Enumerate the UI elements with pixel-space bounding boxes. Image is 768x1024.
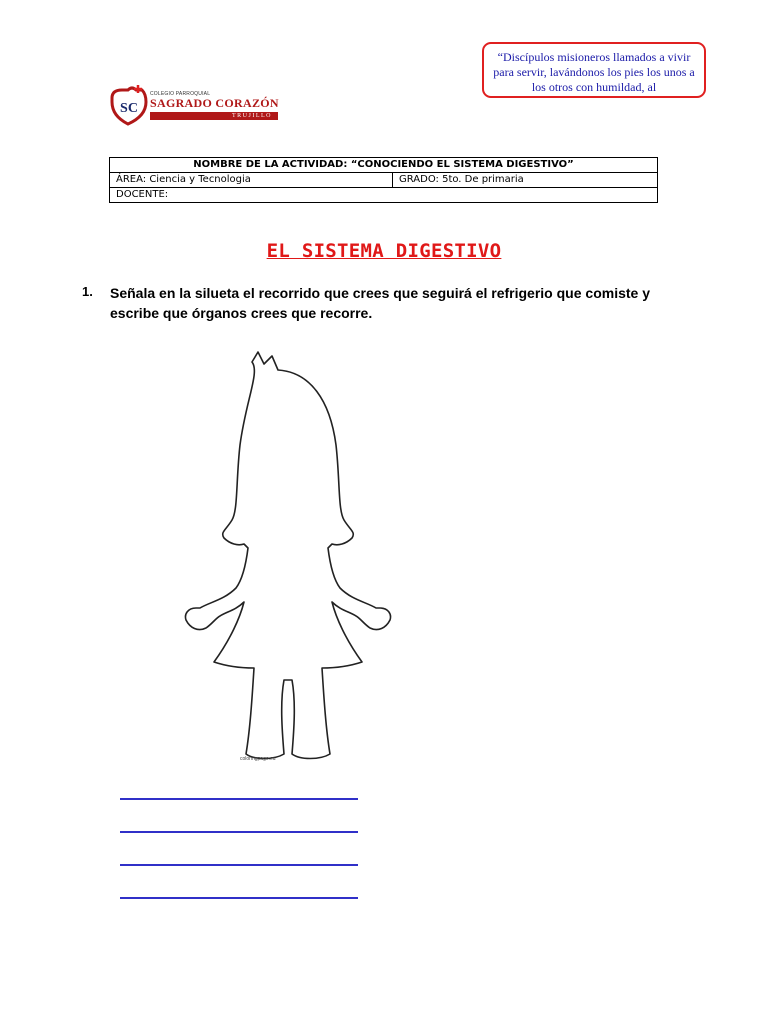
- logo-city-bar: TRUJILLO: [150, 112, 278, 120]
- logo-school-name: SAGRADO CORAZÓN: [150, 96, 279, 110]
- question-number: 1.: [82, 284, 93, 299]
- motto-quote-box: [482, 42, 706, 98]
- page-title: EL SISTEMA DIGESTIVO: [266, 240, 502, 262]
- girl-silhouette-figure[interactable]: [160, 350, 400, 770]
- school-logo: [108, 84, 278, 128]
- answer-line-2[interactable]: [120, 831, 358, 833]
- teacher-cell: DOCENTE:: [110, 188, 658, 203]
- answer-line-1[interactable]: [120, 798, 358, 800]
- activity-info-table: [109, 157, 658, 203]
- question-text: Señala en la silueta el recorrido que crees que seguirá el refrigerio que comiste y escribe que órganos crees que recorre.: [110, 285, 650, 321]
- area-cell: ÁREA: Ciencia y Tecnologia: [110, 173, 393, 188]
- activity-name-cell: NOMBRE DE LA ACTIVIDAD: “CONOCIENDO EL SISTEMA DIGESTIVO”: [110, 158, 658, 173]
- figure-credit: coloringpage.eu: [240, 756, 276, 762]
- school-crest-icon: [108, 84, 150, 128]
- grade-cell: GRADO: 5to. De primaria: [393, 173, 658, 188]
- logo-small-text: COLEGIO PARROQUIAL: [150, 91, 211, 97]
- answer-line-3[interactable]: [120, 864, 358, 866]
- answer-line-4[interactable]: [120, 897, 358, 899]
- motto-quote-text: “Discípulos misioneros llamados a vivir para servir, lavándonos los pies los unos a los otros con humildad, al: [493, 50, 695, 94]
- logo-initials: SC: [120, 101, 138, 116]
